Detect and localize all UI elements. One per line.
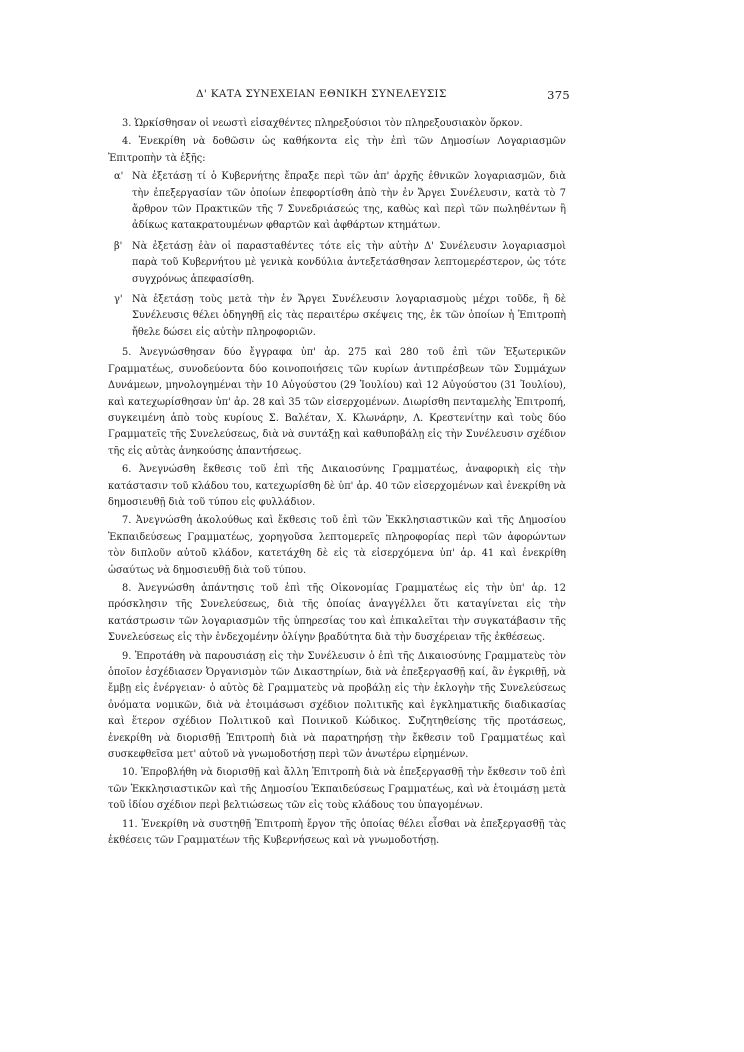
paragraph-6: 6. Ἀνεγνώσθη ἔκθεσις τοῦ ἐπὶ τῆς Δικαιοσύνης Γραμματέως, ἀναφορικὴ εἰς τὴν κατάστασιν τοῦ κλάδου του, κατεχωρίσθη δὲ ὑπ' ἀρ. 40 τῶν εἰσερχομένων καὶ ἐνεκρίθη νὰ δημοσιευθῇ διὰ τοῦ τύπου εἰς φυλλάδιον. [108, 464, 566, 508]
subitem-c [108, 292, 566, 341]
paragraph-5: 5. Ἀνεγνώσθησαν δύο ἔγγραφα ὑπ' ἀρ. 275 καὶ 280 τοῦ ἐπὶ τῶν Ἐξωτερικῶν Γραμματέως, συνοδεύοντα δύο κοινοποιήσεις τῶν κυρίων ἀντιπρέσβεων τῶν Συμμάχων Δυνάμεων, μηνολογημέναι τὴν 10 Αὐγούστου (29 Ἰουλίου) καὶ 12 Αὐγούστου (31 Ἰουλίου), καὶ κατεχωρίσθησαν ὑπ' ἀρ. 28 καὶ 35 τῶν εἰσερχομένων. Διωρίσθη πενταμελὴς Ἐπιτροπή, συγκειμένη ἀπὸ τοὺς κυρίους Σ. Βαλέταν, Χ. Κλωνάρην, Λ. Κρεστενίτην καὶ τοὺς δύο Γραμματεῖς τῆς Συνελεύσεως, διὰ νὰ συντάξῃ καὶ καθυποβάλῃ εἰς τὴν Συνέλευσιν σχέδιον τῆς εἰς αὐτὰς ἀνηκούσης ἀπαντήσεως. [108, 347, 566, 457]
paragraph-10: 10. Ἐπροβλήθη νὰ διορισθῇ καὶ ἄλλη Ἐπιτροπὴ διὰ νὰ ἐπεξεργασθῇ τὴν ἔκθεσιν τοῦ ἐπὶ τῶν Ἐκκλησιαστικῶν καὶ τῆς Δημοσίου Ἐκπαιδεύσεως Γραμματέως, καὶ νὰ ἑτοιμάσῃ μετὰ τοῦ ἰδίου σχέδιον περὶ βελτιώσεως τῶν εἰς τοὺς κλάδους του ὑπαγομένων. [108, 767, 566, 812]
subitem-b-marker: β' [114, 240, 123, 252]
subitem-c-marker: γ' [114, 294, 123, 306]
page-body [108, 116, 566, 851]
subitem-a [108, 169, 566, 235]
paragraph-9: 9. Ἐπροτάθη νὰ παρουσιάσῃ εἰς τὴν Συνέλευσιν ὁ ἐπὶ τῆς Δικαιοσύνης Γραμματεὺς τὸν ὁποῖον ἐσχέδιασεν Ὀργανισμὸν τῶν Δικαστηρίων, διὰ νὰ ἐπεξεργασθῇ καί, ἂν ἐγκριθῇ, νὰ ἔμβῃ εἰς ἐνέργειαν· ὁ αὐτὸς δὲ Γραμματεὺς νὰ προβάλῃ εἰς τὴν ἐκλογὴν τῆς Συνελεύσεως ὀνόματα νομικῶν, διὰ νὰ ἑτοιμάσωσι σχέδιον πολιτικῆς καὶ ἐγκληματικῆς διαδικασίας καὶ ἕτερον σχέδιον Πολιτικοῦ καὶ Ποινικοῦ Κώδικος. Συζητηθείσης τῆς προτάσεως, ἐνεκρίθη νὰ διορισθῇ Ἐπιτροπὴ διὰ νὰ παρατηρήσῃ τὴν ἔκθεσιν τοῦ Γραμματέως καὶ συσκεφθεῖσα μετ' αὐτοῦ νὰ γνωμοδοτήσῃ περὶ τῶν ἀνωτέρω εἰρημένων. [108, 650, 566, 761]
paragraph-8: 8. Ἀνεγνώσθη ἀπάντησις τοῦ ἐπὶ τῆς Οἰκονομίας Γραμματέως εἰς τὴν ὑπ' ἀρ. 12 πρόσκλησιν τῆς Συνελεύσεως, διὰ τῆς ὁποίας ἀναγγέλλει ὅτι καταγίνεται εἰς τὴν κατάστρωσιν τῶν λογαριασμῶν τῆς ὑπηρεσίας του καὶ ἐπικαλεῖται τὴν συγκατάβασιν τῆς Συνελεύσεως εἰς τὴν ἐνδεχομένην ὀλίγην βραδύτητα διὰ τὴν δυσχέρειαν τῆς ἐκθέσεως. [108, 582, 566, 644]
paragraph-3: 3. Ὡρκίσθησαν οἱ νεωστὶ εἰσαχθέντες πληρεξούσιοι τὸν πληρεξουσιακὸν ὅρκον. [122, 118, 523, 129]
page-number: 375 [547, 88, 570, 102]
subitem-a-text: Νὰ ἐξετάσῃ τί ὁ Κυβερνήτης ἔπραξε περὶ τῶν ἀπ' ἀρχῆς ἐθνικῶν λογαριασμῶν, διὰ τὴν ἐπεξεργασίαν τῶν ὁποίων ἐπεφορτίσθη ἀπὸ τὴν ἐν Ἄργει Συνέλευσιν, κατὰ τὸ 7 ἄρθρον τῶν Πρακτικῶν τῆς 7 Συνεδριάσεώς της, καθὼς καὶ περὶ τῶν πωληθέντων ἢ ἀδίκως κατακρατουμένων φθαρτῶν καὶ ἀφθάρτων κτημάτων. [132, 171, 566, 232]
paragraph-7: 7. Ἀνεγνώσθη ἀκολούθως καὶ ἔκθεσις τοῦ ἐπὶ τῶν Ἐκκλησιαστικῶν καὶ τῆς Δημοσίου Ἐκπαιδεύσεως Γραμματέως, χορηγοῦσα λεπτομερεῖς πληροφορίας περὶ τῶν ἀφορώντων τὸν διπλοῦν αὐτοῦ κλάδον, κατετάχθη δὲ εἰς τὰ εἰσερχόμενα ὑπ' ἀρ. 41 καὶ ἐνεκρίθη ὡσαύτως νὰ δημοσιευθῇ διὰ τοῦ τύπου. [108, 515, 566, 576]
paragraph-11: 11. Ἐνεκρίθη νὰ συστηθῇ Ἐπιτροπὴ ἔργον τῆς ὁποίας θέλει εἶσθαι νὰ ἐπεξεργασθῇ τὰς ἐκθέσεις τῶν Γραμματέων τῆς Κυβερνήσεως καὶ νὰ γνωμοδοτήσῃ. [108, 818, 566, 847]
paragraph-4: 4. Ἐνεκρίθη νὰ δοθῶσιν ὡς καθήκοντα εἰς τὴν ἐπὶ τῶν Δημοσίων Λογαριασμῶν Ἐπιτροπὴν τὰ ἑξῆς: [108, 136, 566, 164]
subitem-a-marker: α' [114, 171, 124, 183]
subitem-b [108, 239, 566, 288]
subitem-c-text: Νὰ ἐξετάσῃ τοὺς μετὰ τὴν ἐν Ἄργει Συνέλευσιν λογαριασμοὺς μέχρι τοῦδε, ἢ δὲ Συνέλευσις θέλει ὁδηγηθῇ εἰς τὰς περαιτέρω σκέψεις της, ἐκ τῶν ὁποίων ἡ Ἐπιτροπὴ ἤθελε δώσει εἰς αὐτὴν πληροφοριῶν. [132, 294, 566, 338]
running-title: Δ' ΚΑΤΑ ΣΥΝΕΧΕΙΑΝ ΕΘΝΙΚΗ ΣΥΝΕΛΕΥΣΙΣ [196, 88, 447, 100]
page-header [108, 88, 570, 106]
subitem-b-text: Νὰ ἐξετάσῃ ἐὰν οἱ παρασταθέντες τότε εἰς τὴν αὐτὴν Δ' Συνέλευσιν λογαριασμοὶ παρὰ τοῦ Κυβερνήτου μὲ γενικὰ κονδύλια ἀντεξετάσθησαν λεπτομερέστερον, ὡς τότε συγχρόνως ἀπεφασίσθη. [132, 240, 566, 285]
